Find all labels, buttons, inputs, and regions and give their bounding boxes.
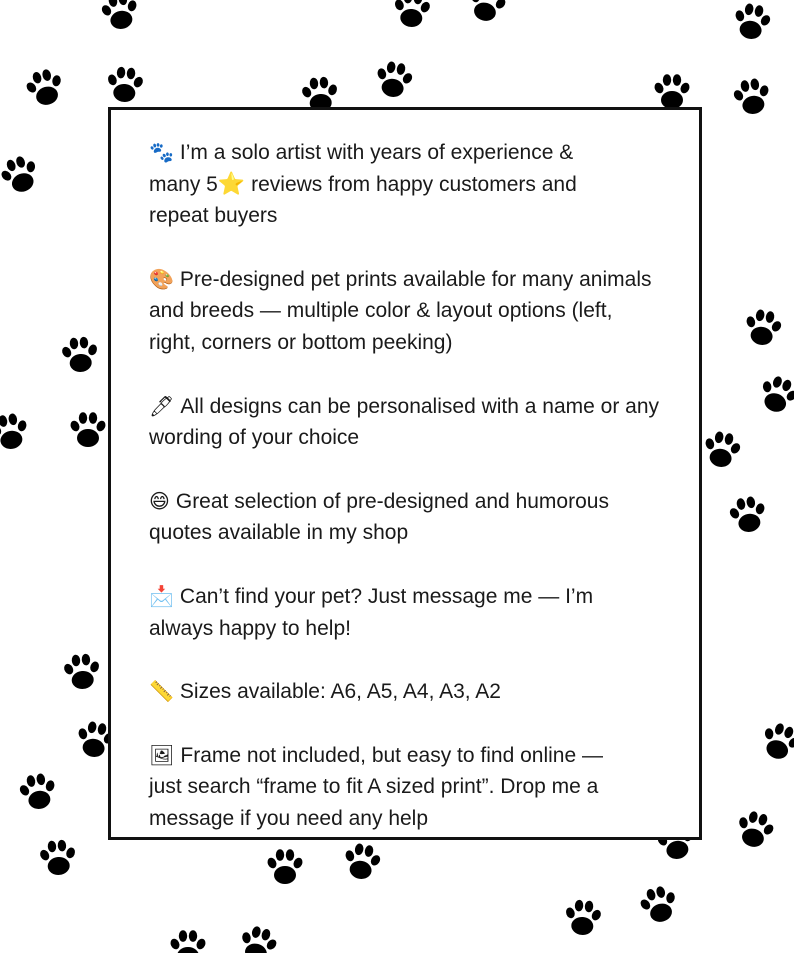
ruler-icon: 📏 <box>149 679 174 704</box>
paw-prints-icon: 🐾 <box>149 140 174 164</box>
paragraph-line: Sizes available: A6, A5, A4, A3, A2 <box>179 680 501 704</box>
paragraph-frame <box>149 740 687 835</box>
paw-print-icon <box>653 74 691 109</box>
paragraph-line: Can’t find your pet? Just message me — I’m <box>179 584 594 608</box>
paw-print-icon <box>16 771 60 812</box>
paragraph-line: I’m a solo artist with years of experience & <box>179 141 574 164</box>
paw-print-icon <box>700 429 744 470</box>
paragraph-line: Great selection of pre-designed and humorous <box>175 489 609 513</box>
paw-print-icon <box>636 883 682 927</box>
paragraph-line: Pre-designed pet prints available for many animals <box>179 267 652 291</box>
paw-print-icon <box>754 372 794 418</box>
paw-print-icon <box>741 307 785 348</box>
paragraph-line: always happy to help! <box>149 616 351 640</box>
paragraph-artist-intro <box>149 137 687 232</box>
palette-icon: 🎨 <box>149 266 174 291</box>
framed-picture-icon: 🖼 <box>149 742 175 767</box>
paw-print-icon <box>732 808 778 852</box>
paragraph-line: All designs can be personalised with a name or any <box>180 394 660 418</box>
info-card <box>108 107 702 840</box>
paragraph-line: message if you need any help <box>149 806 429 830</box>
paragraph-sizes <box>149 676 687 708</box>
paw-print-icon <box>0 152 44 198</box>
paragraph-line: quotes available in my shop <box>149 521 409 545</box>
paw-print-icon <box>235 923 281 953</box>
paw-print-icon <box>266 849 304 884</box>
paw-print-icon <box>730 1 774 42</box>
paragraph-line: Frame not included, but easy to find online — <box>180 743 603 767</box>
paragraph-line: just search “frame to fit A sized print”. Drop me a <box>149 775 599 799</box>
paw-print-icon <box>562 899 603 937</box>
pen-icon: 🖊 <box>149 393 175 418</box>
paw-print-icon <box>59 336 100 374</box>
paragraph-line: and breeds — multiple color & layout options (left, <box>149 299 613 323</box>
paragraph-line: many 5 <box>149 172 218 196</box>
paragraph-contact <box>149 581 687 644</box>
grinning-face-icon: 😄 <box>149 488 170 513</box>
paw-print-icon <box>169 930 207 953</box>
paragraph-line: reviews from happy customers and <box>245 172 577 196</box>
paw-print-icon <box>98 0 142 32</box>
star-icon: ⭐ <box>217 171 246 197</box>
paragraph-line: right, corners or bottom peeking) <box>149 330 453 354</box>
paw-print-icon <box>0 411 32 452</box>
paw-print-icon <box>372 59 416 100</box>
paragraph-pre-designed-prints <box>149 264 687 359</box>
paragraph-line: repeat buyers <box>149 204 278 228</box>
paw-print-icon <box>69 412 107 447</box>
paw-print-icon <box>730 76 774 117</box>
paw-print-icon <box>22 66 68 110</box>
paw-print-icon <box>340 841 384 882</box>
paw-print-icon <box>391 0 432 29</box>
paw-print-icon <box>104 66 145 104</box>
paragraph-line: wording of your choice <box>149 426 360 450</box>
paw-print-icon <box>464 0 510 25</box>
paragraph-quotes <box>149 486 687 549</box>
paw-print-icon <box>61 653 102 691</box>
paw-print-icon <box>726 494 770 535</box>
paragraph-personalisation <box>149 391 687 454</box>
paw-print-icon <box>756 719 794 765</box>
paw-print-icon <box>37 839 78 877</box>
envelope-arrow-icon: 📩 <box>149 583 174 608</box>
